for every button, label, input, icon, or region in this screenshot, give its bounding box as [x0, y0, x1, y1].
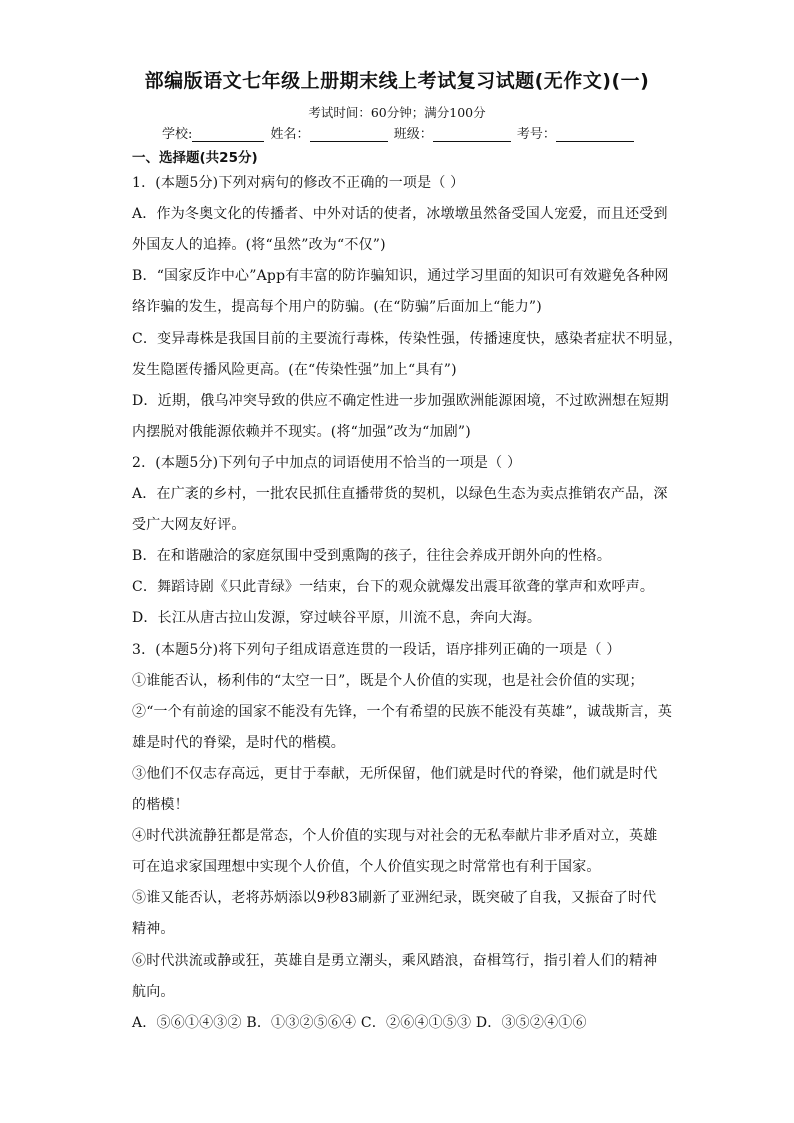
question-line: 1．(本题5分)下列对病句的修改不正确的一项是（ ） [132, 175, 465, 191]
question-line: A．⑤⑥①④③② B．①③②⑤⑥④ C．②⑥④①⑤③ D．③⑤②④①⑥ [132, 1014, 587, 1031]
student-info-fields [162, 123, 636, 142]
exam-info: 考试时间：60分钟；满分100分 [308, 105, 486, 120]
question-line: 受广大网友好评。 [132, 517, 246, 534]
question-line: 内摆脱对俄能源依赖并不现实。(将“加强”改为“加剧”) [132, 423, 471, 440]
question-line: B．在和谐融洽的家庭氛围中受到熏陶的孩子，往往会养成开朗外向的性格。 [132, 548, 612, 565]
question-line: D．长江从唐古拉山发源，穿过峡谷平原，川流不息，奔向大海。 [132, 610, 542, 627]
question-line: 航向。 [132, 983, 175, 1000]
question-line: ②“一个有前途的国家不能没有先锋，一个有希望的民族不能没有英雄”，诚哉斯言，英 [132, 703, 673, 720]
question-line: C．舞蹈诗剧《只此青绿》一结束，台下的观众就爆发出震耳欲聋的掌声和欢呼声。 [132, 579, 655, 596]
question-line: 络诈骗的发生，提高每个用户的防骗。(在“防骗”后面加上“能力”) [132, 299, 542, 316]
question-line: 2．(本题5分)下列句子中加点的词语使用不恰当的一项是（ ） [132, 454, 522, 471]
class-label: 班级： [393, 127, 433, 142]
question-line: B．“国家反诈中心”App有丰富的防诈骗知识，通过学习里面的知识可有效避免各种网 [132, 268, 669, 285]
question-line: A．作为冬奥文化的传播者、中外对话的使者，冰墩墩虽然备受国人宠爱，而且还受到 [132, 206, 668, 223]
school-blank [192, 127, 264, 142]
question-line: A．在广袤的乡村，一批农民抓住直播带货的契机，以绿色生态为卖点推销农产品，深 [132, 486, 668, 502]
class-blank [433, 127, 511, 142]
school-label: 学校: [162, 127, 193, 142]
question-line: 精神。 [132, 921, 175, 938]
question-line: D．近期，俄乌冲突导致的供应不确定性进一步加强欧洲能源困境，不过欧洲想在短期 [132, 392, 669, 409]
question-line: 的楷模！ [132, 797, 189, 813]
name-blank [310, 127, 388, 142]
question-line: 雄是时代的脊梁，是时代的楷模。 [132, 734, 345, 751]
question-line: 发生隐匿传播风险更高。(在“传染性强”加上“具有”) [132, 361, 457, 378]
exam-title: 部编版语文七年级上册期末线上考试复习试题(无作文)(一) [144, 70, 650, 92]
exam-number-label: 考号： [516, 127, 556, 142]
section-title: 一、选择题(共25分) [132, 150, 258, 166]
question-line: ⑥时代洪流或静或狂，英雄自是勇立潮头，乘风踏浪，奋楫笃行，指引着人们的精神 [132, 952, 658, 969]
question-line: C．变异毒株是我国目前的主要流行毒株，传染性强，传播速度快，感染者症状不明显， [132, 330, 683, 347]
question-line: 可在追求家国理想中实现个人价值，个人价值实现之时常常也有利于国家。 [132, 859, 601, 876]
question-line: ④时代洪流静狂都是常态，个人价值的实现与对社会的无私奉献片非矛盾对立，英雄 [132, 828, 658, 845]
exam-number-blank [556, 127, 634, 142]
question-line: ⑤谁又能否认，老将苏炳添以9秒83刷新了亚洲纪录，既突破了自我，又振奋了时代 [132, 890, 657, 907]
name-label: 姓名： [270, 127, 310, 142]
question-line: 3．(本题5分)将下列句子组成语意连贯的一段话，语序排列正确的一项是（ ） [132, 641, 621, 658]
question-line: 外国友人的追捧。(将“虽然”改为“不仅”) [132, 237, 386, 254]
question-line: ③他们不仅志存高远，更甘于奉献，无所保留，他们就是时代的脊梁，他们就是时代 [132, 765, 658, 782]
question-line: ①谁能否认，杨利伟的“太空一日”，既是个人价值的实现，也是社会价值的实现； [132, 672, 644, 689]
